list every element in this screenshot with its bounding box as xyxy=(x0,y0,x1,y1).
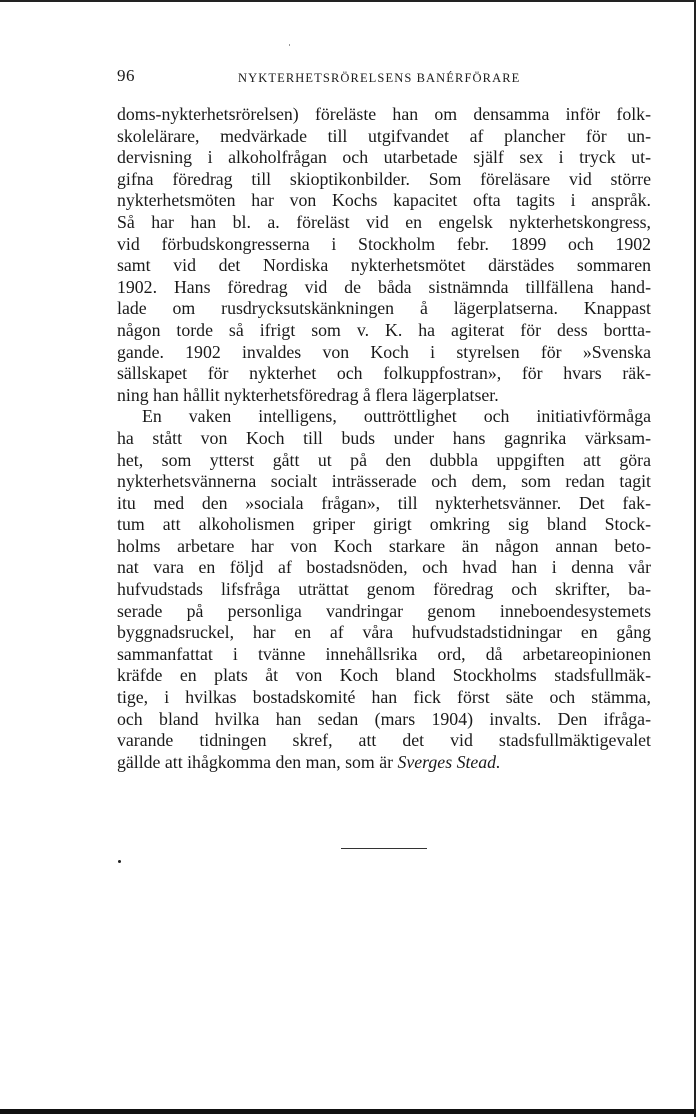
text-line: samt vid det Nordiska nykterhetsmötet därstädes sommaren xyxy=(117,255,651,276)
paragraph-first-line: En vaken intelligens, outtröttlighet och initiativförmåga xyxy=(142,406,651,427)
text-line: någon torde så ifrigt som v. K. ha agiterat för dess bortta- xyxy=(117,319,651,340)
text-line: kräfde en plats åt von Koch bland Stockholms stadsfullmäk- xyxy=(117,665,651,686)
ink-speck xyxy=(118,860,121,863)
text-line: nykterhetsvännerna socialt inträsserade och dem, som redan tagit xyxy=(117,471,651,492)
italic-name: Sverges Stead. xyxy=(397,751,501,772)
text-line: varande tidningen skref, att det vid stadsfullmäktigevalet xyxy=(117,730,651,751)
page-edge-top xyxy=(0,0,696,2)
text-line: byggnadsruckel, har en af våra hufvudstadstidningar en gång xyxy=(117,622,651,643)
text-line: sammanfattat i tvänne innehållsrika ord, då arbetareopinionen xyxy=(117,643,651,664)
final-line-text: gällde att ihågkomma den man, som är xyxy=(117,751,398,772)
page-number: 96 xyxy=(117,66,135,85)
text-line: ha stått von Koch till buds under hans gagnrika värksam- xyxy=(117,427,651,448)
text-line: holms arbetare har von Koch starkare än någon annan beto- xyxy=(117,535,651,556)
text-line: och bland hvilka han sedan (mars 1904) invalts. Den ifråga- xyxy=(117,708,651,729)
text-line: tige, i hvilkas bostadskomité han fick först säte och stämma, xyxy=(117,687,651,708)
text-line: lade om rusdrycksutskänkningen å lägerplatserna. Knappast xyxy=(117,298,651,319)
text-line: gande. 1902 invaldes von Koch i styrelsen för »Svenska xyxy=(117,341,651,362)
text-line: tum att alkoholismen griper girigt omkring sig bland Stock- xyxy=(117,514,651,535)
text-line: nat vara en följd af bostadsnöden, och hvad han i denna vår xyxy=(117,557,651,578)
text-line: het, som ytterst gått ut på den dubbla uppgiften att göra xyxy=(117,449,651,470)
text-line: dervisning i alkoholfrågan och utarbetade själf sex i tryck ut- xyxy=(117,147,651,168)
text-line: skolelärare, medvärkade till utgifvandet af plancher för un- xyxy=(117,125,651,146)
text-line: Så har han bl. a. föreläst vid en engelsk nykterhetskongress, xyxy=(117,211,651,232)
text-line: 1902. Hans föredrag vid de båda sistnämnda tillfällena hand- xyxy=(117,276,651,297)
text-line: gifna föredrag till skioptikonbilder. Som föreläsare vid större xyxy=(117,168,651,189)
text-line: doms-nykterhetsrörelsen) föreläste han om densamma inför folk- xyxy=(117,104,651,124)
scan-mark xyxy=(289,44,290,46)
text-line: nykterhetsmöten har von Kochs kapacitet ofta tagits i anspråk. xyxy=(117,190,651,211)
text-line: serade på personliga vandringar genom inneboendesystemets xyxy=(117,600,651,621)
text-line: vid förbudskongresserna i Stockholm febr. 1899 och 1902 xyxy=(117,233,651,254)
body-text xyxy=(117,104,651,773)
section-divider xyxy=(341,848,427,849)
text-line: hufvudstads lifsfråga uträttat genom föredrag och skrifter, ba- xyxy=(117,579,651,600)
text-line: sällskapet för nykterhet och folkuppfostran», för hvars räk- xyxy=(117,363,651,384)
text-line-final xyxy=(117,752,651,774)
text-line: ning han hållit nykterhetsföredrag å flera lägerplatser. xyxy=(117,384,499,405)
page-edge-bottom xyxy=(0,1109,696,1114)
text-line: itu med den »sociala frågan», till nykterhetsvänner. Det fak- xyxy=(117,492,651,513)
running-head: NYKTERHETSRÖRELSENS BANÉRFÖRARE xyxy=(238,71,521,85)
